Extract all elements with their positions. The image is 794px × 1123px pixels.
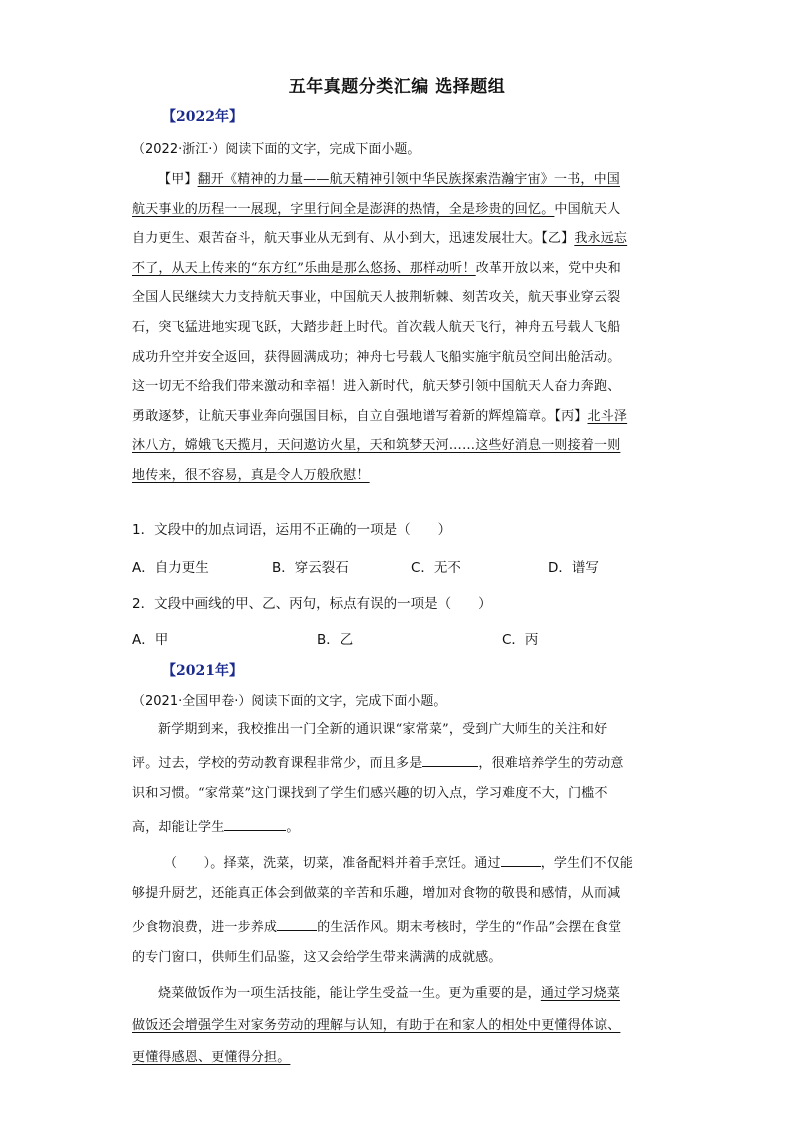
passage-line: 航天事业的历程一一展现，字里行间全是澎湃的热情，全是珍贵的回忆。中国航天人: [132, 201, 621, 217]
year-heading-2022: 【2022年】: [162, 109, 243, 125]
answer-blank: [501, 852, 541, 867]
p3-line-3: 更懂得感恩、更懂得分担。: [132, 1050, 291, 1065]
q2-option-c: C．丙: [502, 632, 539, 648]
q1-option-d: D．谱写: [548, 560, 599, 576]
q1-option-c: C．无不: [411, 560, 461, 576]
q2-option-b: B．乙: [317, 632, 354, 648]
page-title: 五年真题分类汇编 选择题组: [288, 77, 506, 97]
q1-option-a: A．自力更生: [132, 560, 209, 576]
passage-line: 沐八方，嫦娥飞天揽月，天问遨访火星，天和筑梦天河……这些好消息一则接着一则: [132, 438, 621, 454]
p1-line-1: 新学期到来，我校推出一门全新的通识课“家常菜”，受到广大师生的关注和好: [158, 722, 608, 737]
p2-line-1: （ ）。择菜，洗菜，切菜，准备配料并着手烹饪。通过 ，学生们不仅能: [164, 852, 692, 874]
answer-blank: [422, 752, 478, 767]
passage-line: 不了，从天上传来的“东方红”乐曲是那么悠扬、那样动听！改革开放以来，党中央和: [132, 260, 621, 276]
passage-line: 石，突飞猛进地实现飞跃，大踏步赶上时代。首次载人航天飞行，神舟五号载人飞船: [132, 320, 621, 335]
question-1-stem: 1．文段中的加点词语，运用不正确的一项是（ ）: [132, 522, 452, 538]
p3-line-2: 做饭还会增强学生对家务劳动的理解与认知，有助于在和家人的相处中更懂得体谅、: [132, 1018, 621, 1033]
p2-line-3: 少食物浪费，进一步养成 的生活作风。期末考核时，学生的“作品”会摆在食堂: [132, 916, 660, 938]
p2-line-2: 够提升厨艺，还能真正体会到做菜的辛苦和乐趣，增加对食物的敬畏和感情，从而减: [132, 886, 621, 901]
passage-line: 【甲】翻开《精神的力量——航天精神引领中华民族探索浩瀚宇宙》一书，中国: [158, 172, 621, 187]
answer-blank: [224, 816, 286, 831]
p1-line-4: 高，却能让学生 。: [132, 816, 660, 838]
passage-line: 这一切无不给我们带来激动和幸福！进入新时代，航天梦引领中国航天人奋力奔跑、: [132, 379, 621, 395]
source-line-2022: （2022·浙江·）阅读下面的文字，完成下面小题。: [132, 142, 421, 157]
passage-line: 自力更生、艰苦奋斗，航天事业从无到有、从小到大，迅速发展壮大。【乙】我永远忘: [132, 231, 628, 247]
source-line-2021: （2021·全国甲卷·）阅读下面的文字，完成下面小题。: [132, 694, 447, 709]
p3-line-1: 烧菜做饭作为一项生活技能，能让学生受益一生。更为重要的是，通过学习烧菜: [158, 986, 621, 1001]
q2-option-a: A．甲: [132, 632, 169, 648]
question-2-stem: 2．文段中画线的甲、乙、丙句，标点有误的一项是（ ）: [132, 596, 492, 612]
year-heading-2021: 【2021年】: [162, 663, 243, 679]
p1-line-2: 评。过去，学校的劳动教育课程非常少，而且多是 ，很难培养学生的劳动意: [132, 752, 660, 774]
q1-option-b: B．穿云裂石: [272, 560, 349, 576]
passage-line: 地传来，很不容易，真是令人万般欣慰！: [132, 468, 370, 483]
passage-line: 勇敢逐梦，让航天事业奔向强国目标，自立自强地谱写着新的辉煌篇章。【丙】北斗泽: [132, 408, 628, 424]
passage-line: 成功升空并安全返回，获得圆满成功；神舟七号载人飞船实施宇航员空间出舱活动。: [132, 349, 621, 365]
answer-blank: [277, 916, 317, 931]
p2-line-4: 的专门窗口，供师生们品鉴，这又会给学生带来满满的成就感。: [132, 950, 502, 965]
passage-line: 全国人民继续大力支持航天事业，中国航天人披荆斩棘、刻苦攻关，航天事业穿云裂: [132, 290, 621, 306]
p1-line-3: 识和习惯。“家常菜”这门课找到了学生们感兴趣的切入点，学习难度不大，门槛不: [132, 786, 608, 801]
